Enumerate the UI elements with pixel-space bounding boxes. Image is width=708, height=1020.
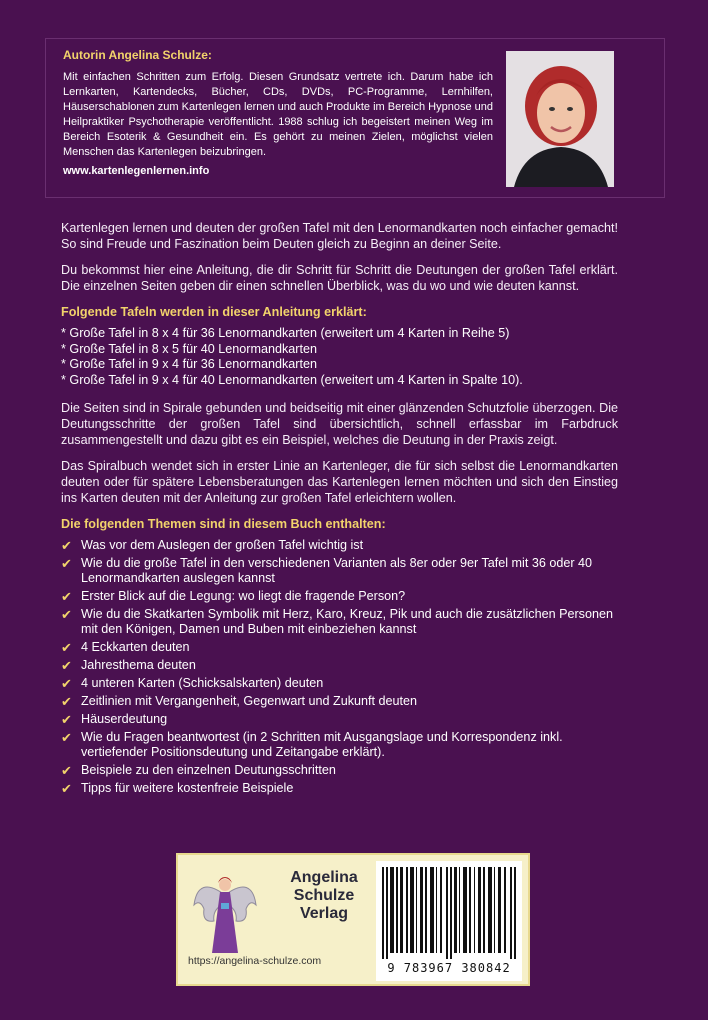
list-item: ✔ 4 Eckkarten deuten (61, 640, 190, 655)
publisher-line-3: Verlag (299, 905, 349, 922)
check-icon: ✔ (61, 658, 72, 673)
check-icon: ✔ (61, 781, 72, 796)
list-item: ✔ Was vor dem Auslegen der großen Tafel wichtig ist (61, 538, 364, 553)
audience-paragraph: Das Spiralbuch wendet sich in erster Linie an Kartenleger, die für sich selbst die Lenormandkarten deuten oder für spätere Lebensberatungen das Kartenlegen lernen möchten und sich den Einstieg ins Karten deuten mit der Anleitung zur großen Tafel erleichtern wollen. (61, 459, 618, 505)
list-item: * Große Tafel in 9 x 4 für 40 Lenormandkarten (erweitert um 4 Karten in Spalte 10). (61, 372, 523, 387)
publisher-line-1: Angelina (290, 869, 358, 886)
intro-paragraph-1: Kartenlegen lernen und deuten der großen Tafel mit den Lenormandkarten noch einfacher gemacht! So sind Freude und Faszination beim Deuten gleich zu Beginn an deiner Seite. (61, 221, 618, 251)
barcode-bars (380, 867, 518, 959)
check-icon: ✔ (61, 640, 72, 655)
list-item: ✔ Wie du die Skatkarten Symbolik mit Herz, Karo, Kreuz, Pik und auch die zusätzlichen Personen mit den Königen, Damen und Buben mit einbeziehen kannst (61, 607, 613, 636)
angel-logo-icon (190, 865, 260, 960)
author-website-link[interactable]: www.kartenlegenlernen.info (63, 165, 210, 177)
check-icon: ✔ (61, 538, 72, 553)
check-icon: ✔ (61, 694, 72, 709)
binding-paragraph: Die Seiten sind in Spirale gebunden und beidseitig mit einer glänzenden Schutzfolie überzogen. Die Deutungsschritte der großen Tafel sind übersichtlich, schnell erfassbar im Farbdruck zusammengestellt und dazu gibt es ein Beispiel, welches die Deutung in der Praxis zeigt. (61, 401, 618, 447)
check-icon: ✔ (61, 556, 72, 571)
publisher-line-2: Schulze (293, 887, 355, 904)
publisher-name (274, 869, 374, 923)
list-item: * Große Tafel in 9 x 4 für 36 Lenormandkarten (61, 357, 317, 371)
check-icon: ✔ (61, 730, 72, 745)
isbn-number: 9 783967 380842 (387, 961, 511, 975)
author-bio: Mit einfachen Schritten zum Erfolg. Diesen Grundsatz vertrete ich. Darum habe ich Lernkarten, Kartendecks, Bücher, CDs, DVDs, PC-Programme, Lernhilfen, Häuserschablonen zum Kartenlegen lernen und auch Produkte im Bereich Hypnose und Heilpraktiker Psychotherapie veröffentlicht. 1988 schlug ich begeistert meinen Weg im Bereich Esoterik & Gesundheit ein. Es gehört zu meinen Zielen, möglichst vielen Menschen das Kartenlegen beizubringen. (63, 71, 493, 158)
author-title: Autorin Angelina Schulze: (63, 48, 212, 62)
list-item: ✔ Häuserdeutung (61, 712, 168, 727)
publisher-website-link[interactable]: https://angelina-schulze.com (188, 955, 322, 967)
tafeln-heading: Folgende Tafeln werden in dieser Anleitung erklärt: (61, 305, 367, 319)
check-icon: ✔ (61, 676, 72, 691)
barcode (376, 861, 522, 981)
check-icon: ✔ (61, 589, 72, 604)
check-icon: ✔ (61, 763, 72, 778)
author-photo (506, 51, 614, 187)
list-item: ✔ 4 unteren Karten (Schicksalskarten) deuten (61, 676, 324, 691)
publisher-box (176, 853, 530, 986)
main-content (61, 220, 618, 799)
list-item: ✔ Erster Blick auf die Legung: wo liegt die fragende Person? (61, 589, 406, 604)
list-item: ✔ Jahresthema deuten (61, 658, 196, 673)
check-icon: ✔ (61, 712, 72, 727)
themen-list (61, 538, 618, 796)
list-item: * Große Tafel in 8 x 5 für 40 Lenormandkarten (61, 341, 317, 356)
themen-heading: Die folgenden Themen sind in diesem Buch enthalten: (61, 517, 386, 531)
list-item: * Große Tafel in 8 x 4 für 36 Lenormandkarten (erweitert um 4 Karten in Reihe 5) (61, 326, 510, 340)
list-item: ✔ Wie du die große Tafel in den verschiedenen Varianten als 8er oder 9er Tafel mit 36 oder 40 Lenormandkarten auslegen kannst (61, 556, 593, 585)
list-item: ✔ Zeitlinien mit Vergangenheit, Gegenwart und Zukunft deuten (61, 694, 418, 709)
check-icon: ✔ (61, 607, 72, 622)
list-item: ✔ Beispiele zu den einzelnen Deutungsschritten (61, 763, 336, 778)
list-item: ✔ Tipps für weitere kostenfreie Beispiele (61, 781, 294, 796)
list-item: ✔ Wie du Fragen beantwortest (in 2 Schritten mit Ausgangslage und Korrespondenz inkl. vertiefender Positionsdeutung und Zeitangabe erklärt). (61, 730, 563, 759)
tafeln-list (61, 326, 618, 388)
intro-paragraph-2: Du bekommst hier eine Anleitung, die dir Schritt für Schritt die Deutungen der großen Tafel erklärt. Die einzelnen Seiten geben dir einen schnellen Überblick, was du wo und wie deuten kannst. (61, 263, 618, 293)
